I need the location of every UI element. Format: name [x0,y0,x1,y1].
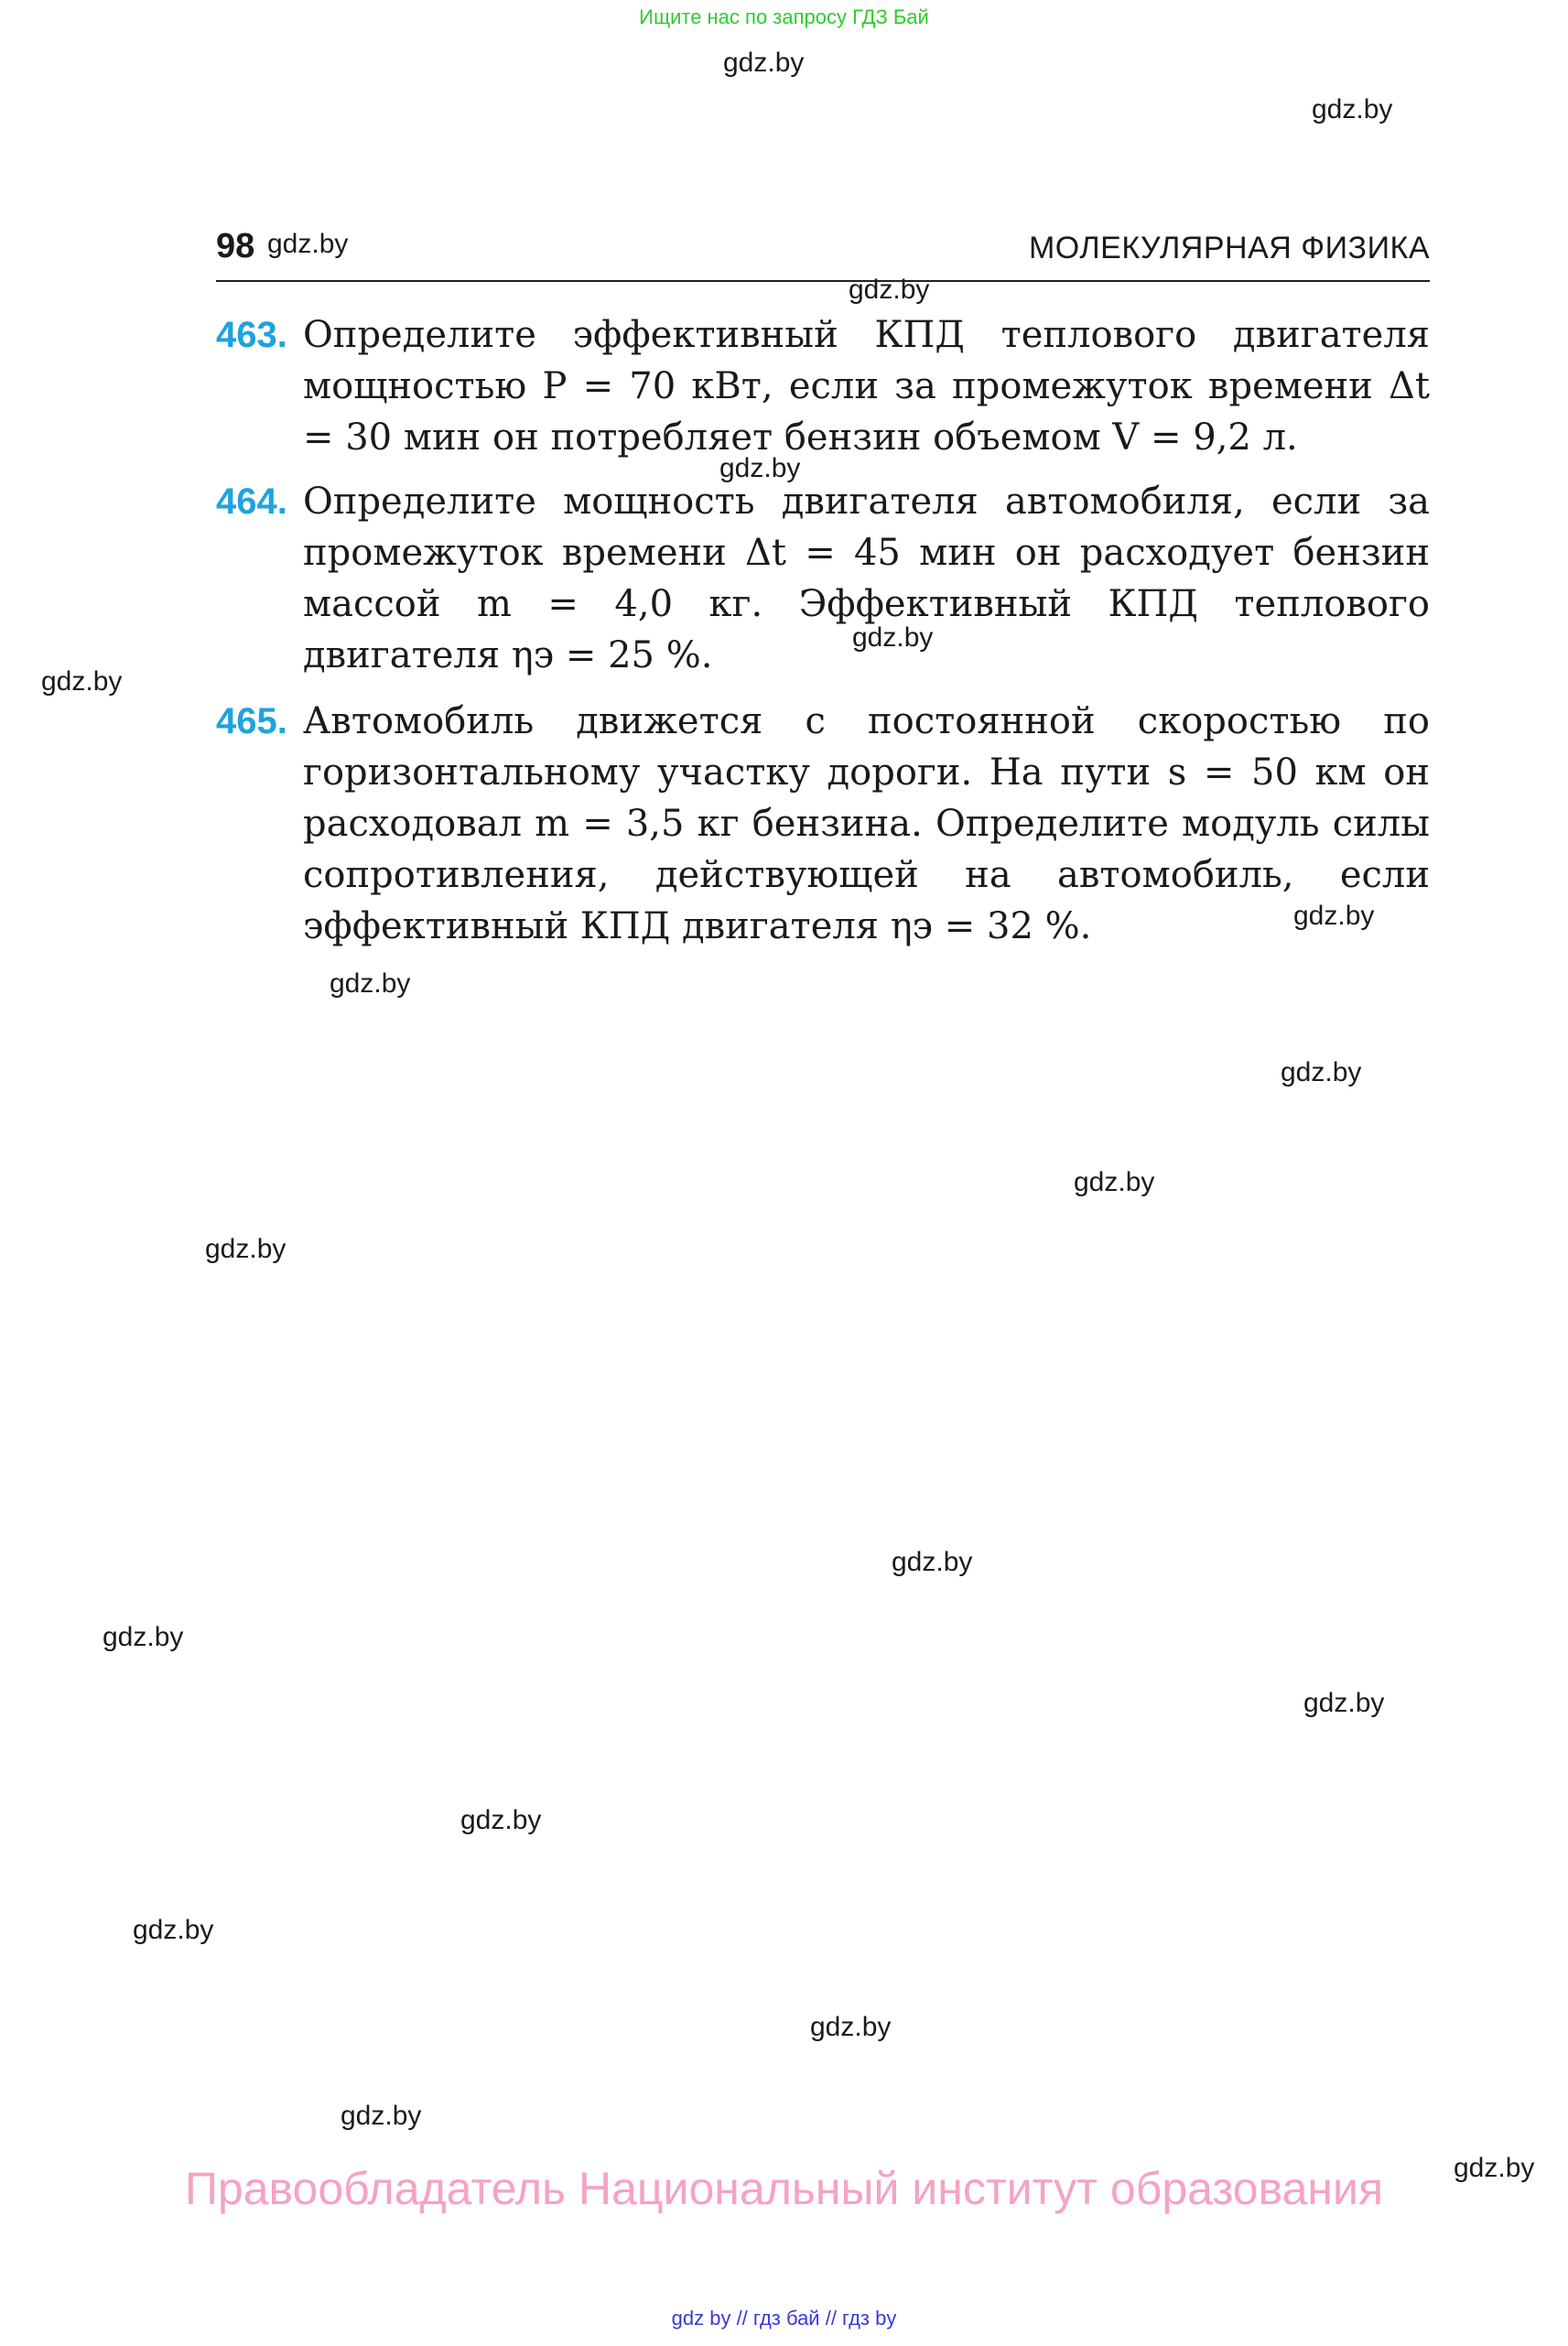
top-banner[interactable]: Ищите нас по запросу ГДЗ Бай [639,5,929,28]
watermark: gdz.by [849,275,930,305]
watermark: gdz.by [1281,1057,1362,1087]
watermark: gdz.by [1293,901,1375,931]
watermark: gdz.by [330,968,411,999]
bottom-links[interactable]: gdz by // гдз бай // гдз by [671,2307,897,2330]
problem-text: Автомобиль движется с постоянной скоростью по горизонтальному участку дороги. На пути s = 50 км он расходовал m = 3,5 кг бензина. Определите модуль силы сопротивления, действующей на автомобиль, если эффективный КПД двигателя ηэ = 32 %. [303,700,1430,947]
section-title: МОЛЕКУЛЯРНАЯ ФИЗИКА [1028,231,1430,265]
page-header [216,216,1430,282]
watermark: gdz.by [1312,94,1393,124]
problem-number: 465. [216,701,287,741]
problem-text: Определите эффективный КПД теплового двигателя мощностью P = 70 кВт, если за промежуток времени Δt = 30 мин он потребляет бензин объемом V = 9,2 л. [303,314,1430,459]
watermark: gdz.by [341,2101,422,2131]
watermark: gdz.by [719,453,801,483]
page-number: 98 [216,227,255,265]
watermark: gdz.by [810,2012,892,2042]
problem-465 [216,696,1430,952]
problem-463 [216,309,1430,463]
watermark: gdz.by [1454,2153,1535,2183]
problem-464 [216,476,1430,681]
watermark: gdz.by [1303,1688,1385,1718]
watermark: gdz.by [460,1805,542,1835]
watermark: gdz.by [133,1915,214,1945]
watermark: gdz.by [41,666,123,697]
watermark: gdz.by [892,1547,973,1577]
watermark: gdz.by [852,622,934,653]
watermark: gdz.by [267,229,349,259]
watermark: gdz.by [205,1234,287,1264]
watermark: gdz.by [1074,1167,1155,1197]
problem-number: 464. [216,481,287,522]
copyright-footer: Правообладатель Национальный институт образования [184,2163,1384,2214]
problem-number: 463. [216,315,287,355]
problem-text: Определите мощность двигателя автомобиля, если за промежуток времени Δt = 45 мин он расходует бензин массой m = 4,0 кг. Эффективный КПД теплового двигателя ηэ = 25 %. [303,481,1430,676]
watermark: gdz.by [723,48,805,78]
watermark: gdz.by [103,1622,184,1652]
